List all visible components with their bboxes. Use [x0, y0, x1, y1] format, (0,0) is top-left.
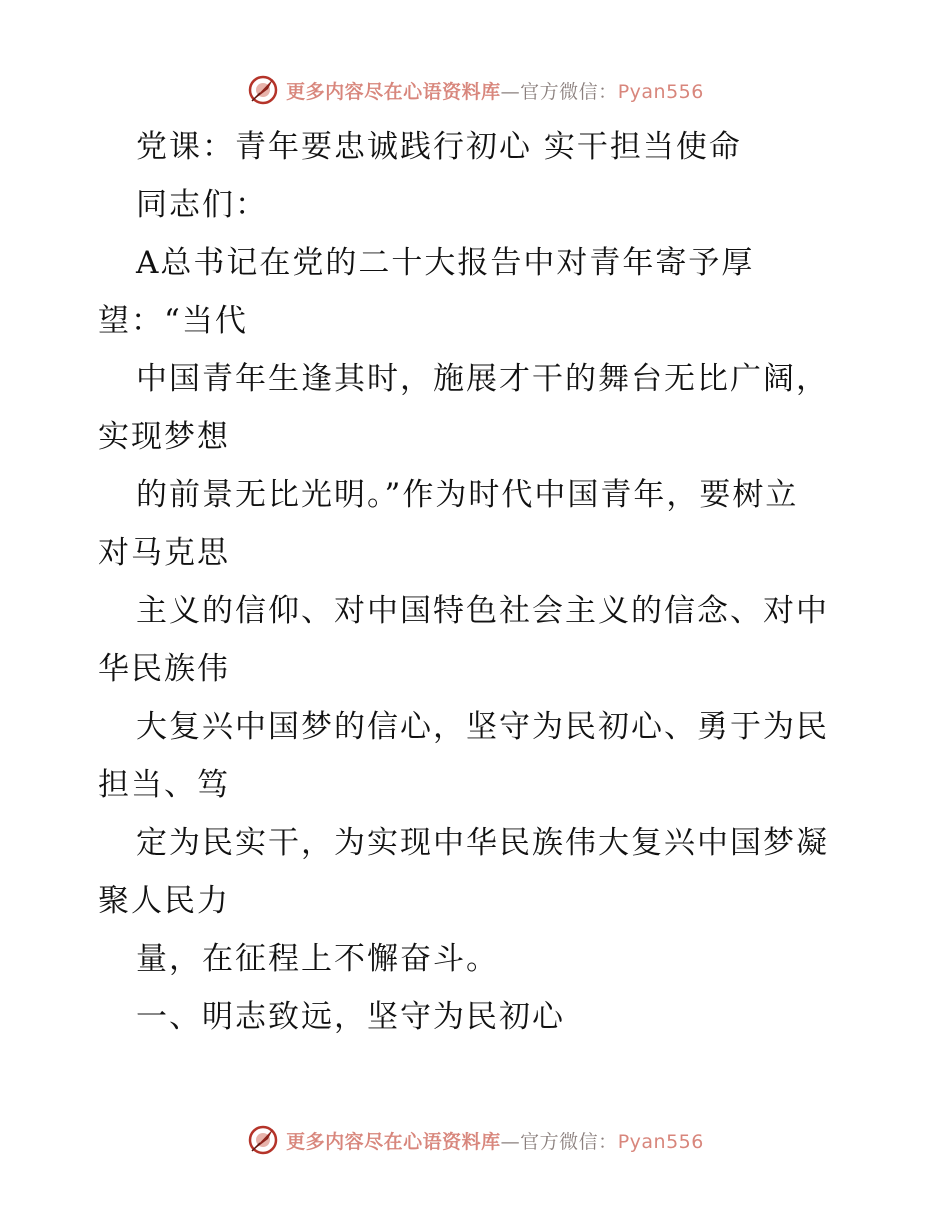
watermark-text: [286, 1127, 704, 1154]
watermark-label: 官方微信：: [520, 80, 618, 103]
paragraph-line: 华民族伟: [98, 651, 230, 687]
watermark-dash: —: [500, 80, 521, 103]
paragraph-line: 大复兴中国梦的信心，坚守为民初心、勇于为民: [136, 709, 829, 745]
paragraph-line: 实现梦想: [98, 419, 230, 455]
paragraph-line: 定为民实干，为实现中华民族伟大复兴中国梦凝: [136, 825, 829, 861]
watermark-main: 更多内容尽在心语资料库: [286, 80, 501, 103]
watermark-wechat-id: Pyan556: [617, 1130, 704, 1153]
footer-watermark: [0, 1120, 950, 1160]
header-watermark: [0, 70, 950, 110]
paragraph-line: 望：“当代: [98, 303, 248, 339]
salutation: 同志们：: [136, 187, 268, 223]
section-heading: 一、明志致远，坚守为民初心: [136, 999, 565, 1035]
paragraph-line: 的前景无比光明。”作为时代中国青年，要树立: [136, 477, 799, 513]
paragraph-line: 聚人民力: [98, 883, 230, 919]
watermark-wechat-id: Pyan556: [617, 80, 704, 103]
paragraph-line: 主义的信仰、对中国特色社会主义的信念、对中: [136, 593, 829, 629]
paragraph-line: 担当、笃: [98, 767, 230, 803]
watermark-dash: —: [500, 1130, 521, 1153]
watermark-main: 更多内容尽在心语资料库: [286, 1130, 501, 1153]
quill-pen-logo-icon: [246, 1123, 280, 1157]
paragraph-line: A总书记在党的二十大报告中对青年寄予厚: [136, 245, 755, 281]
quill-pen-logo-icon: [246, 73, 280, 107]
paragraph-line: 中国青年生逢其时，施展才干的舞台无比广阔，: [136, 361, 829, 397]
document-title: 党课：青年要忠诚践行初心 实干担当使命: [136, 129, 742, 165]
paragraph-line: 量，在征程上不懈奋斗。: [136, 941, 499, 977]
watermark-text: [286, 77, 704, 104]
watermark-label: 官方微信：: [520, 1130, 618, 1153]
paragraph-line: 对马克思: [98, 535, 230, 571]
